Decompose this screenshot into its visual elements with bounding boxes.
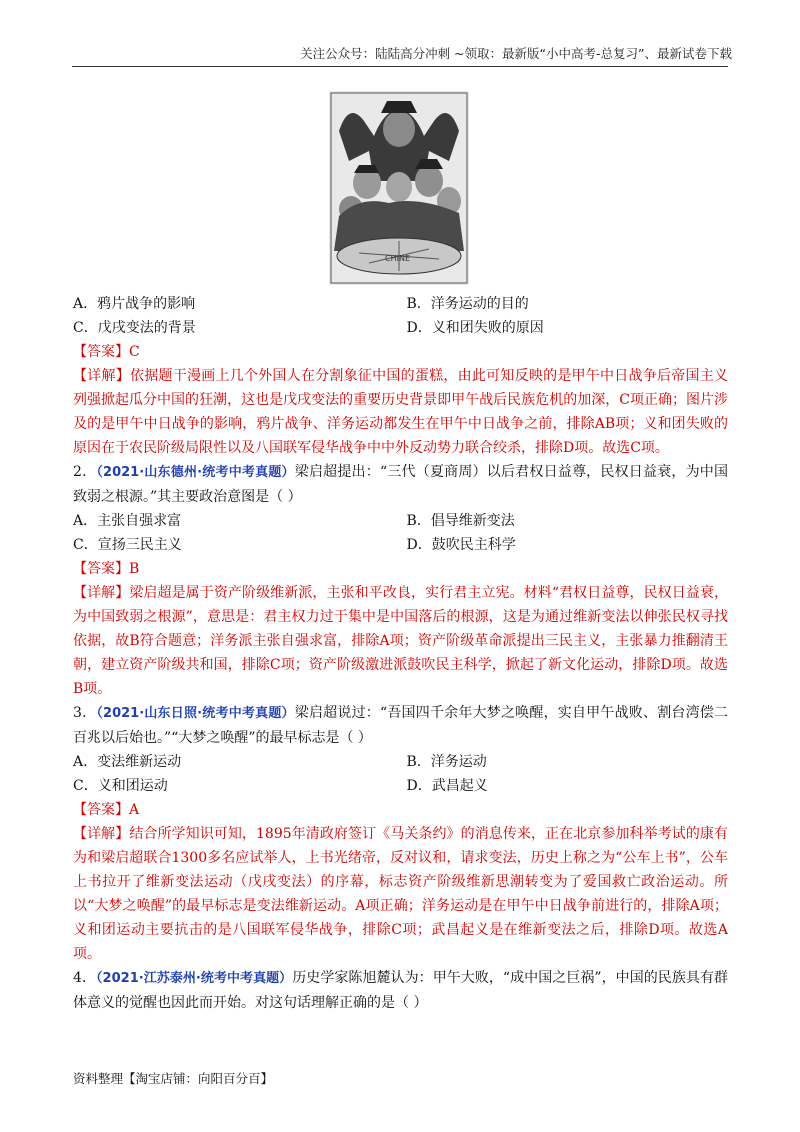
q2-detail-text: 梁启超是属于资产阶级维新派，主张和平改良，实行君主立宪。材料“君权日益尊，民权日益衰，为中国致弱之根源”，意思是：君主权力过于集中是中国落后的根源，这是为通过维新变法以伸张民权寻找依据，故B符合题意；洋务派主张自强求富，排除A项；资产阶级革命派提出三民主义，主张暴力推翻清王朝，建立资产阶级共和国，排除C项；资产阶级激进派鼓吹民主科学，掀起了新文化运动，排除D项。故选B项。 bbox=[73, 585, 729, 697]
q1-option-c[interactable]: C．戊戌变法的背景 bbox=[73, 320, 196, 336]
q1-detail bbox=[73, 364, 728, 460]
q4-stem-text: 历史学家陈旭麓认为：甲午大败，“成中国之巨祸”，中国的民族具有群体意义的觉醒也因此而开始。对这句话理解正确的是（ ） bbox=[73, 970, 728, 1011]
q2-number: 2． bbox=[73, 464, 97, 480]
q3-answer-tag: 【答案】 bbox=[73, 802, 129, 818]
page-footer: 资料整理【淘宝店铺：向阳百分百】 bbox=[73, 1071, 274, 1086]
q3-source: （2021·山东日照·统考中考真题） bbox=[96, 706, 295, 721]
q2-stem bbox=[73, 460, 728, 509]
q3-option-a[interactable]: A．变法维新运动 bbox=[73, 754, 182, 770]
q2-answer-value: B bbox=[129, 561, 140, 577]
q1-answer bbox=[73, 340, 728, 364]
q1-detail-tag: 【详解】 bbox=[73, 368, 130, 384]
q3-detail-tag: 【详解】 bbox=[73, 826, 130, 842]
q2-option-c[interactable]: C．宣扬三民主义 bbox=[73, 537, 182, 553]
q1-options bbox=[73, 292, 728, 340]
q3-options bbox=[73, 750, 728, 798]
q2-option-d[interactable]: D．鼓吹民主科学 bbox=[406, 537, 516, 553]
svg-text:CHINE: CHINE bbox=[385, 254, 410, 263]
q3-stem-text: 梁启超说过：“吾国四千余年大梦之唤醒，实自甲午战败、割台湾偿二百兆以后始也。”“大梦之唤醒”的最早标志是（ ） bbox=[73, 705, 729, 746]
q1-answer-tag: 【答案】 bbox=[73, 344, 129, 360]
q3-answer-value: A bbox=[129, 802, 140, 818]
q3-option-d[interactable]: D．武昌起义 bbox=[406, 778, 488, 794]
q4-source: （2021·江苏泰州·统考中考真题） bbox=[96, 971, 293, 986]
q1-answer-value: C bbox=[129, 344, 140, 360]
q3-number: 3． bbox=[73, 705, 97, 721]
q2-detail-tag: 【详解】 bbox=[73, 585, 130, 601]
q2-stem-text: 梁启超提出：“三代（夏商周）以后君权日益尊，民权日益衰，为中国致弱之根源。”其主要政治意图是（ ） bbox=[73, 464, 729, 505]
q3-stem bbox=[73, 701, 728, 750]
q3-answer bbox=[73, 798, 728, 822]
q4-number: 4． bbox=[73, 970, 97, 986]
q1-option-a[interactable]: A．鸦片战争的影响 bbox=[73, 296, 196, 312]
q2-option-b[interactable]: B．倡导维新变法 bbox=[406, 513, 515, 529]
q2-detail bbox=[73, 581, 728, 701]
header-divider bbox=[72, 66, 728, 67]
q3-detail-text: 结合所学知识可知，1895年清政府签订《马关条约》的消息传来，正在北京参加科举考试的康有为和梁启超联合1300多名应试举人，上书光绪帝，反对议和，请求变法，历史上称之为“公车上书”，公车上书拉开了维新变法运动（戊戌变法）的序幕，标志资产阶级维新思潮转变为了爱国救亡政治运动。所以“大梦之唤醒”的最早标志是变法维新运动。A项正确；洋务运动是在甲午中日战争前进行的，排除A项；义和团运动主要抗击的是八国联军侵华战争，排除C项；武昌起义是在维新变法之后，排除D项。故选A项。 bbox=[73, 826, 728, 962]
q2-option-a[interactable]: A．主张自强求富 bbox=[73, 513, 182, 529]
q4-stem bbox=[73, 966, 728, 1015]
q2-answer-tag: 【答案】 bbox=[73, 561, 129, 577]
q1-option-d[interactable]: D．义和团失败的原因 bbox=[406, 320, 544, 336]
q3-detail bbox=[73, 822, 728, 966]
q1-option-b[interactable]: B．洋务运动的目的 bbox=[406, 296, 529, 312]
q3-option-b[interactable]: B．洋务运动 bbox=[406, 754, 487, 770]
q2-options bbox=[73, 509, 728, 557]
q2-source: （2021·山东德州·统考中考真题） bbox=[96, 465, 295, 480]
cartoon-image bbox=[329, 91, 469, 285]
q1-detail-text: 依据题干漫画上几个外国人在分割象征中国的蛋糕，由此可知反映的是甲午中日战争后帝国主义列强掀起瓜分中国的狂潮，这也是戊戌变法的重要历史背景即甲午战后民族危机的加深，C项正确；图片涉及的是甲午中日战争的影响，鸦片战争、洋务运动都发生在甲午中日战争之前，排除AB项；义和团失败的原因在于农民阶级局限性以及八国联军侵华战争中中外反动势力联合绞杀，排除D项。故选C项。 bbox=[73, 368, 729, 456]
q3-option-c[interactable]: C．义和团运动 bbox=[73, 778, 168, 794]
page-header: 关注公众号：陆陆高分冲刺 ~领取：最新版“小中高考-总复习”、最新试卷下载 bbox=[300, 46, 732, 61]
q2-answer bbox=[73, 557, 728, 581]
page-content bbox=[73, 292, 728, 1015]
